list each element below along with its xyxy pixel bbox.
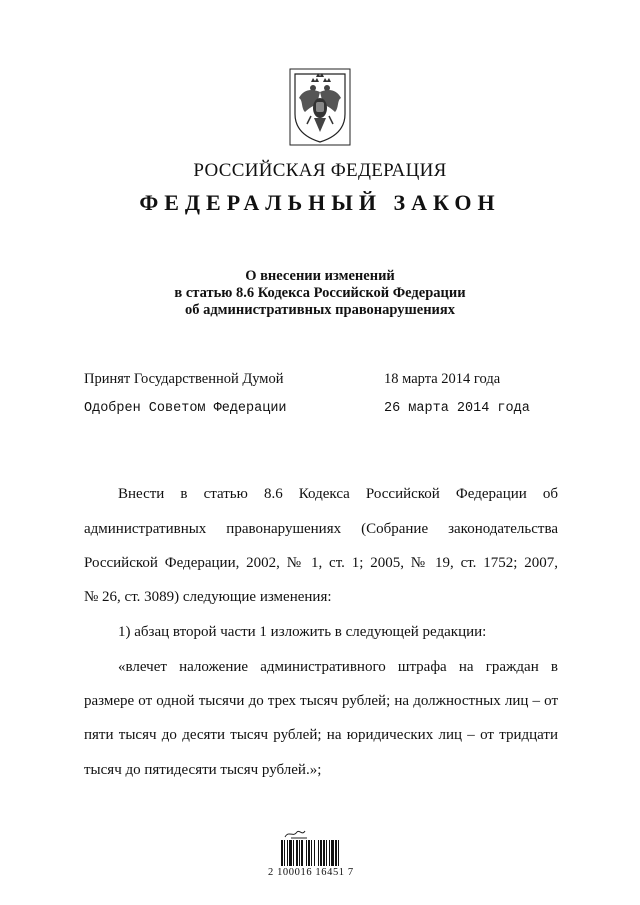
body-line: Внести в статью 8.6 Кодекса Российской Федерации об bbox=[118, 486, 558, 502]
law-title-line: в статью 8.6 Кодекса Российской Федерации bbox=[174, 285, 466, 301]
council-approval-date: 26 марта 2014 года bbox=[384, 401, 530, 416]
barcode bbox=[281, 840, 361, 866]
body-line: Российской Федерации, 2002, № 1, ст. 1; 2005, № 19, ст. 1752; 2007, bbox=[84, 555, 558, 571]
body-line: пяти тысяч до десяти тысяч рублей; на юридических лиц – от тридцати bbox=[84, 727, 558, 743]
coat-of-arms-emblem bbox=[289, 68, 351, 146]
duma-adoption-label: Принят Государственной Думой bbox=[84, 371, 284, 387]
law-title-line: О внесении изменений bbox=[245, 268, 395, 284]
body-line: размере от одной тысячи до трех тысяч рублей; на должностных лиц – от bbox=[84, 693, 558, 709]
body-line: «влечет наложение административного штрафа на граждан в bbox=[118, 659, 558, 675]
body-line: административных правонарушениях (Собрание законодательства bbox=[84, 521, 558, 537]
body-line: 1) абзац второй части 1 изложить в следующей редакции: bbox=[118, 624, 487, 640]
law-title-line: об административных правонарушениях bbox=[184, 302, 456, 318]
law-title bbox=[0, 268, 640, 319]
handwritten-mark bbox=[283, 826, 311, 840]
law-type-heading: ФЕДЕРАЛЬНЫЙ ЗАКОН bbox=[139, 190, 501, 215]
duma-adoption-date: 18 марта 2014 года bbox=[384, 371, 501, 387]
body-line: № 26, ст. 3089) следующие изменения: bbox=[84, 589, 332, 605]
country-heading: РОССИЙСКАЯ ФЕДЕРАЦИЯ bbox=[193, 160, 447, 181]
body-line: тысяч до пятидесяти тысяч рублей.»; bbox=[84, 762, 322, 778]
council-approval-label: Одобрен Советом Федерации bbox=[84, 401, 287, 416]
barcode-number: 2 100016 16451 7 bbox=[268, 867, 354, 878]
